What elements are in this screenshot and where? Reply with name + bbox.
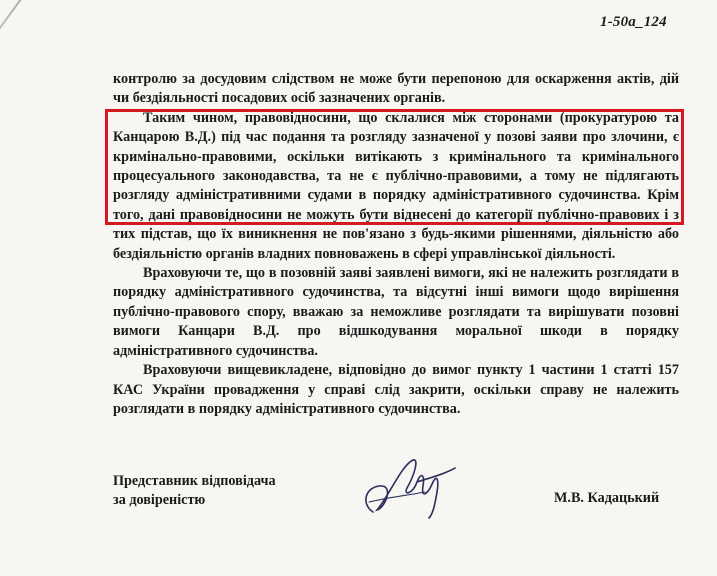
paragraph-claims: Враховуючи те, що в позовній заяві заявлені вимоги, які не належить розглядати в порядку адміністративного судочинства, та відсутні інші вимоги щодо вирішення публічно-правового спору, вважаю за неможливе розглядати та вирішувати позовні вимоги Канцари В.Д. про відшкодування моральної шкоди в порядку адміністративного судочинства. <box>113 265 679 359</box>
paragraph-conclusion: Враховуючи вищевикладене, відповідно до вимог пункту 1 частини 1 статті 157 КАС України провадження у справі слід закрити, оскільки справу не належить розглядати в порядку адміністративного судочинства. <box>113 362 679 417</box>
signatory-role-line-1: Представник відповідача <box>113 473 276 489</box>
paragraph-legal-relations: Таким чином, правовідносини, що склалися між сторонами (прокуратурою та Канцарою В.Д.) під час подання та розгляду зазначеної у позові заяви про злочини, є кримінально-правовими, оскільки витікають з кримінального та кримінального процесуального законодавства, та не є публічно-правовими, а тому не підлягають розгляду адміністративними судами в порядку адміністративного судочинства. Крім того, дані правовідносини не можуть бути віднесені до категорії публічно-правових і з тих підстав, що їх виникнення не пов'язано з будь-якими рішеннями, діяльністю або бездіяльністю органів владних повноважень в сфері управлінської діяльності. <box>113 109 679 262</box>
document-reference: 1-50а_124 <box>600 14 667 30</box>
handwritten-signature <box>355 452 465 522</box>
signatory-name: М.В. Кадацький <box>554 490 660 506</box>
highlight-annotation-box <box>105 109 684 225</box>
page-fold-mark <box>0 0 24 62</box>
paragraph-continuation: контролю за досудовим слідством не може бути перепоною для оскарження актів, дій чи бездіяльності посадових осіб зазначених органів. <box>113 71 679 107</box>
signatory-role-line-2: за довіреністю <box>113 492 206 509</box>
signatory-role <box>113 472 276 511</box>
